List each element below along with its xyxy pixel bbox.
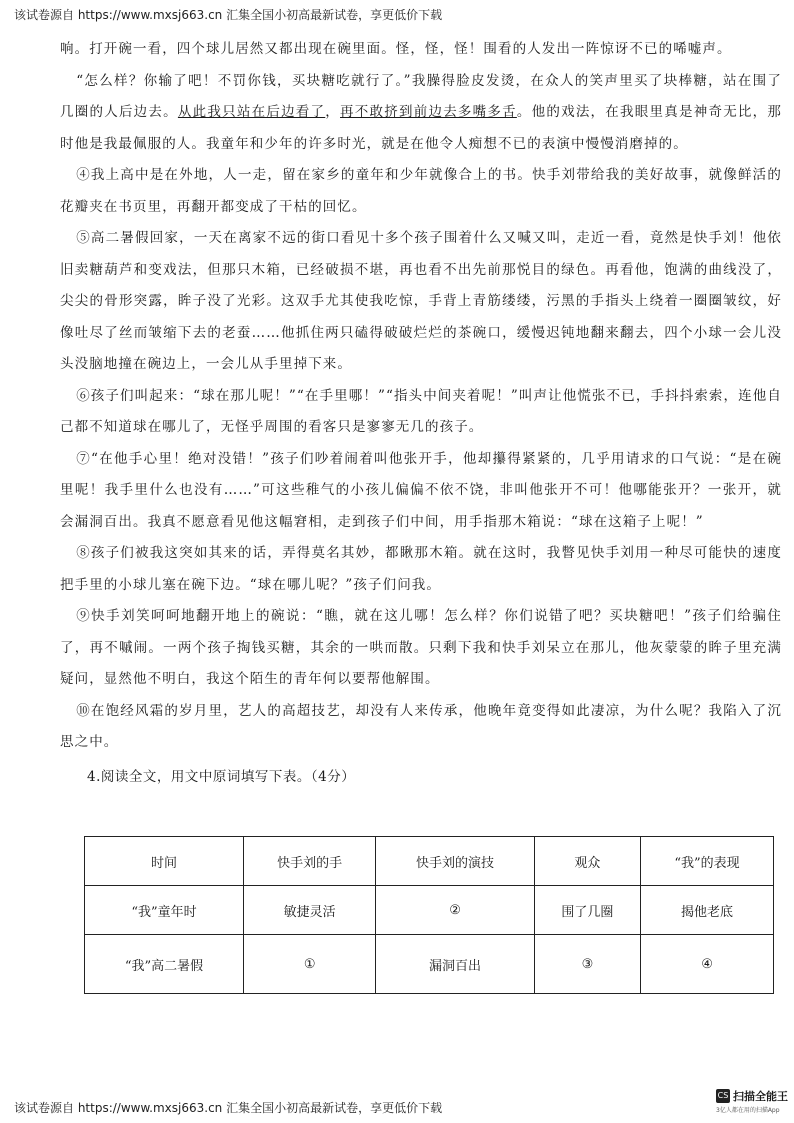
table-cell: 揭他老底: [641, 886, 774, 935]
table-header-row: [85, 837, 774, 886]
blank-4[interactable]: ④: [641, 935, 774, 994]
paragraph-2: [60, 66, 782, 161]
header-skill: 快手刘的演技: [376, 837, 534, 886]
paragraph-10: ⑩在饱经风霜的岁月里，艺人的高超技艺，却没有人来传承，他晚年竟变得如此凄凉，为什么呢？我陷入了沉思之中。: [60, 702, 782, 750]
table-cell: 敏捷灵活: [243, 886, 375, 935]
table-row: [85, 935, 774, 994]
scanner-app-tagline: 3亿人都在用的扫描App: [716, 1107, 780, 1114]
blank-3[interactable]: ③: [534, 935, 640, 994]
table-cell: “我”高二暑假: [85, 935, 244, 994]
answer-table: [84, 836, 774, 994]
table-cell: “我”童年时: [85, 886, 244, 935]
header-my-behavior: “我”的表现: [641, 837, 774, 886]
blank-1[interactable]: ①: [243, 935, 375, 994]
paragraph-6: ⑥孩子们叫起来：“球在那儿呢！”“在手里哪！”“指头中间夹着呢！”叫声让他慌张不已，手抖抖索索，连他自己都不知道球在哪儿了，无怪乎周围的看客只是寥寥无几的孩子。: [60, 387, 782, 435]
question-4: 4.阅读全文，用文中原词填写下表。（4分）: [87, 768, 356, 785]
table-cell: 漏洞百出: [376, 935, 534, 994]
paragraph-2-comma: ，: [325, 104, 341, 120]
paragraph-7: ⑦“在他手心里！绝对没错！”孩子们吵着闹着叫他张开手，他却攥得紧紧的，几乎用请求的口气说：“是在碗里呢！我手里什么也没有……”可这些稚气的小孩儿偏偏不依不饶，非叫他张开不可！他哪能张开？一张开，就会漏洞百出。我真不愿意看见他这幅窘相，走到孩子们中间，用手指那木箱说：“球在这箱子上呢！”: [60, 450, 782, 530]
page-footer-watermark: 该试卷源自 https://www.mxsj663.cn 汇集全国小初高最新试卷，享更低价下载: [14, 1101, 443, 1115]
camscanner-logo-icon: CS: [716, 1089, 730, 1103]
scanner-stamp: [716, 1087, 794, 1117]
blank-2[interactable]: ②: [376, 886, 534, 935]
paragraph-4: ④我上高中是在外地，人一走，留在家乡的童年和少年就像合上的书。快手刘带给我的美好故事，就像鲜活的花瓣夹在书页里，再翻开都变成了干枯的回忆。: [60, 167, 782, 215]
underlined-sentence-1: 从此我只站在后边看了: [177, 104, 326, 120]
header-hands: 快手刘的手: [243, 837, 375, 886]
table-cell: 围了几圈: [534, 886, 640, 935]
paragraph-continued: 响。打开碗一看，四个球儿居然又都出现在碗里面。怪，怪，怪！围看的人发出一阵惊讶不已的唏嘘声。: [60, 41, 732, 57]
paragraph-5: ⑤高二暑假回家，一天在离家不远的街口看见十多个孩子围着什么又喊又叫，走近一看，竟然是快手刘！他依旧卖糖葫芦和变戏法，但那只木箱，已经破损不堪，再也看不出先前那悦目的绿色。再看他，饱满的曲线没了，尖尖的骨形突露，眸子没了光彩。这双手尤其使我吃惊，手背上青筋缕缕，污黑的手指头上绕着一圈圈皱纹，好像吐尽了丝而皱缩下去的老蚕……他抓住两只磕得破破烂烂的茶碗口，缓慢迟钝地翻来翻去，四个小球一会儿没头没脑地撞在碗边上，一会儿从手里掉下来。: [60, 230, 782, 372]
paragraph-2-start: “怎么样？你输了吧！不罚你钱，买块糖吃就行了。”我臊得脸皮发烫，在众人的笑声里买了块棒糖，站在围了几圈的人后边去。: [60, 72, 782, 120]
paragraph-9: ⑨快手刘笑呵呵地翻开地上的碗说：“瞧，就在这儿哪！怎么样？你们说错了吧？买块糖吧！”孩子们给骗住了，再不嘁闹。一两个孩子掏钱买糖，其余的一哄而散。只剩下我和快手刘呆立在那儿，他灰蒙蒙的眸子里充满疑问，显然他不明白，我这个陌生的青年何以要帮他解围。: [60, 608, 782, 687]
passage: [60, 34, 782, 785]
paragraph-2-end: 。他的戏法，在我眼里真是神奇无比，那时他是我最佩服的人。我童年和少年的许多时光，就是在他令人痴想不已的表演中慢慢消磨掉的。: [60, 104, 782, 152]
paragraph-8: ⑧孩子们被我这突如其来的话，弄得莫名其妙，都瞅那木箱。就在这时，我瞥见快手刘用一种尽可能快的速度把手里的小球儿塞在碗下边。“球在哪儿呢？”孩子们问我。: [60, 545, 782, 593]
scanner-app-name: 扫描全能王: [733, 1090, 788, 1103]
table-row: [85, 886, 774, 935]
header-time: 时间: [85, 837, 244, 886]
underlined-sentence-2: 再不敢挤到前边去多嘴多舌: [340, 104, 517, 120]
page-header-watermark: 该试卷源自 https://www.mxsj663.cn 汇集全国小初高最新试卷，享更低价下载: [14, 8, 443, 22]
header-audience: 观众: [534, 837, 640, 886]
